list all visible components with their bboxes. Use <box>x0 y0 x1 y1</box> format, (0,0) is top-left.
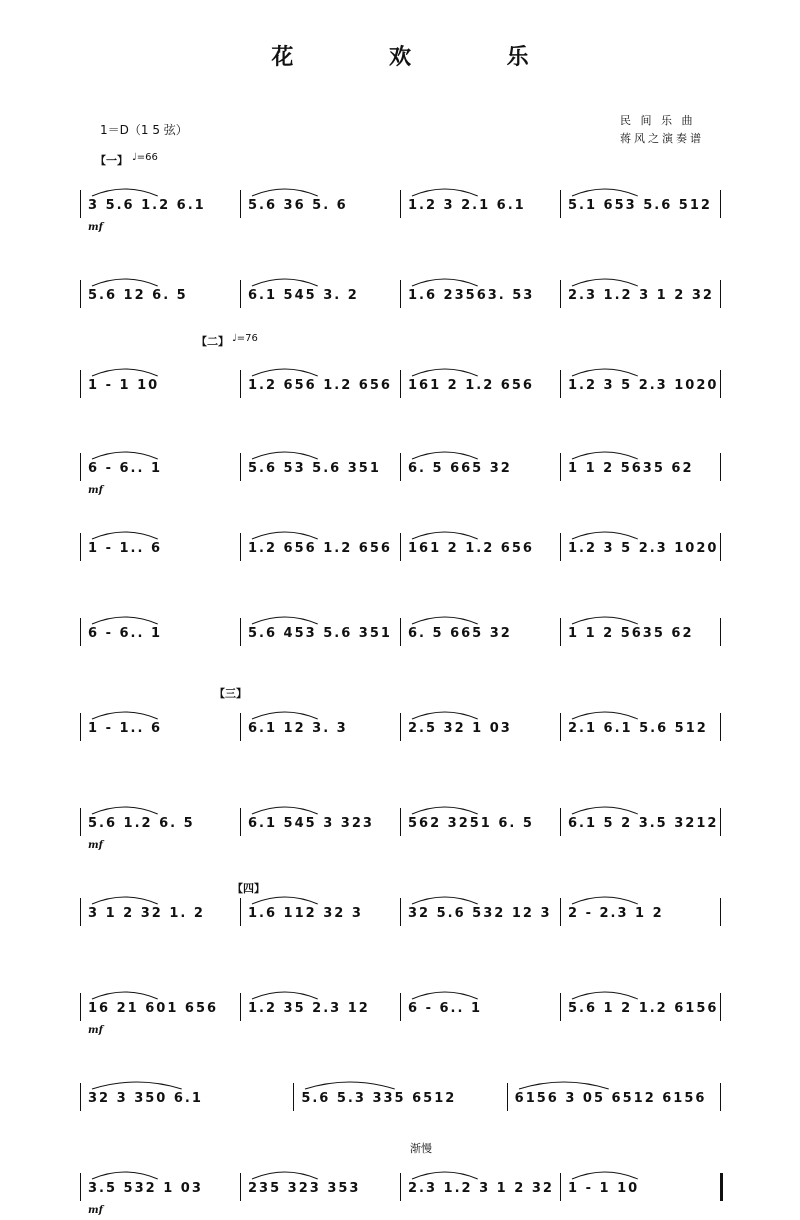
measure-notes: 1 - 1 10 <box>568 1181 640 1196</box>
measure-notes: 5.6 1.2 6. 5 <box>88 816 195 831</box>
slur-mark <box>88 604 234 630</box>
measure-notes: 6. 5 665 32 <box>408 626 512 641</box>
slur-mark <box>408 794 554 820</box>
measure-notes: 1.6 112 32 3 <box>248 906 363 921</box>
measure <box>88 1155 234 1207</box>
slur-mark <box>408 979 554 1005</box>
measure <box>88 352 234 404</box>
measure <box>248 515 394 567</box>
measure-notes: 5.6 5.3 335 6512 <box>301 1091 457 1106</box>
barline <box>80 993 81 1021</box>
slur-mark <box>88 439 234 465</box>
barline <box>560 453 561 481</box>
measure-notes: 6 - 6.. 1 <box>88 461 162 476</box>
measure <box>248 600 394 652</box>
measure-notes: 3.5 532 1 03 <box>88 1181 203 1196</box>
measure-notes: 5.6 1 2 1.2 6156 <box>568 1001 719 1016</box>
slur-mark <box>408 439 554 465</box>
barline <box>400 808 401 836</box>
barline <box>240 713 241 741</box>
barline <box>720 808 721 836</box>
measure <box>515 1065 714 1117</box>
measure <box>88 880 234 932</box>
slur-mark <box>568 604 714 630</box>
slur-mark <box>568 794 714 820</box>
page-title: 花 欢 乐 <box>271 44 573 70</box>
credit-composer: 民 间 乐 曲 <box>620 114 696 127</box>
barline <box>400 898 401 926</box>
slur-mark <box>248 356 394 382</box>
slur-mark <box>88 1159 234 1185</box>
measure <box>248 880 394 932</box>
barline <box>720 533 721 561</box>
measure-notes: 5.1 653 5.6 512 <box>568 198 712 213</box>
barline <box>400 453 401 481</box>
measure <box>88 515 234 567</box>
measure-notes: 1 1 2 5635 62 <box>568 626 694 641</box>
measure-notes: 1.2 3 5 2.3 1020 <box>568 378 719 393</box>
section-label-1: 【一】 <box>95 154 128 167</box>
measure-notes: 1.2 656 1.2 656 <box>248 378 392 393</box>
measure <box>248 790 394 842</box>
measure <box>248 695 394 747</box>
barline <box>240 993 241 1021</box>
measure-notes: 32 5.6 532 12 3 <box>408 906 552 921</box>
slur-mark <box>88 699 234 725</box>
measure-notes: 6 - 6.. 1 <box>408 1001 482 1016</box>
tempo-marking-2 <box>232 333 258 344</box>
slur-mark <box>248 884 394 910</box>
measure-notes: 1.2 656 1.2 656 <box>248 541 392 556</box>
barline <box>240 370 241 398</box>
barline <box>560 618 561 646</box>
measure <box>568 695 714 747</box>
measure-notes: 1 - 1 10 <box>88 378 160 393</box>
quarter-note-icon: ♩ <box>132 152 137 163</box>
slur-mark <box>568 519 714 545</box>
slur-mark <box>88 266 234 292</box>
barline <box>507 1083 508 1111</box>
slur-mark <box>248 519 394 545</box>
measure <box>408 790 554 842</box>
measure-notes: 1.6 23563. 53 <box>408 288 535 303</box>
barline <box>720 1083 721 1111</box>
measure-notes: 6.1 12 3. 3 <box>248 721 348 736</box>
barline <box>240 808 241 836</box>
staff-system <box>80 695 730 747</box>
barline <box>720 370 721 398</box>
barline <box>80 453 81 481</box>
slur-mark <box>408 699 554 725</box>
measure <box>248 975 394 1027</box>
barline <box>720 190 721 218</box>
barline <box>80 280 81 308</box>
dynamic-marking: mf <box>88 1025 103 1036</box>
barline <box>240 533 241 561</box>
barline <box>80 370 81 398</box>
staff-system <box>80 435 730 496</box>
barline <box>400 280 401 308</box>
measure-notes: 5.6 453 5.6 351 <box>248 626 392 641</box>
slur-mark <box>408 1159 554 1185</box>
slur-mark <box>88 519 234 545</box>
barline <box>400 993 401 1021</box>
slur-mark <box>248 604 394 630</box>
tempo-value-1: =66 <box>136 152 158 163</box>
slur-mark <box>88 176 234 202</box>
barline <box>400 1173 401 1201</box>
measure-notes: 3 5.6 1.2 6.1 <box>88 198 206 213</box>
tempo-marking-1 <box>132 152 158 163</box>
measure <box>88 262 234 314</box>
barline <box>560 898 561 926</box>
staff-system <box>80 790 730 851</box>
measure <box>408 435 554 487</box>
barline <box>400 618 401 646</box>
measure <box>568 435 714 487</box>
slur-mark <box>568 266 714 292</box>
staff-system <box>80 975 730 1036</box>
measure <box>408 880 554 932</box>
measure-notes: 235 323 353 <box>248 1181 361 1196</box>
slur-mark <box>88 794 234 820</box>
barline <box>720 993 721 1021</box>
measure-notes: 161 2 1.2 656 <box>408 541 534 556</box>
measure-notes: 32 3 350 6.1 <box>88 1091 203 1106</box>
barline <box>80 713 81 741</box>
measure <box>568 600 714 652</box>
staff-system <box>80 1065 730 1117</box>
measure <box>248 352 394 404</box>
measure <box>248 172 394 224</box>
quarter-note-icon: ♩ <box>232 333 237 344</box>
measure-notes: 161 2 1.2 656 <box>408 378 534 393</box>
measure <box>88 1065 287 1117</box>
measure <box>568 515 719 567</box>
dynamic-marking: mf <box>88 485 103 496</box>
barline <box>400 370 401 398</box>
measure-notes: 1 1 2 5635 62 <box>568 461 694 476</box>
staff-system <box>80 262 730 314</box>
measure-notes: 6. 5 665 32 <box>408 461 512 476</box>
staff-system <box>80 172 730 233</box>
slur-mark <box>408 604 554 630</box>
measure <box>248 435 394 487</box>
dynamic-marking: mf <box>88 1205 103 1216</box>
slur-mark <box>88 1069 287 1095</box>
barline <box>400 533 401 561</box>
measure <box>88 435 234 487</box>
slur-mark <box>568 979 714 1005</box>
staff-system <box>80 880 730 932</box>
section-label-2: 【二】 <box>196 335 229 348</box>
barline <box>560 190 561 218</box>
barline <box>720 618 721 646</box>
barline <box>240 190 241 218</box>
barline <box>240 898 241 926</box>
measure <box>408 172 554 224</box>
slur-mark <box>248 794 394 820</box>
measure <box>568 880 714 932</box>
final-barline <box>720 1173 723 1201</box>
measure-notes: 6 - 6.. 1 <box>88 626 162 641</box>
measure <box>408 600 554 652</box>
measure-notes: 5.6 53 5.6 351 <box>248 461 381 476</box>
measure-notes: 2 - 2.3 1 2 <box>568 906 664 921</box>
slur-mark <box>568 176 714 202</box>
barline <box>80 190 81 218</box>
slur-mark <box>248 439 394 465</box>
slur-mark <box>568 1159 714 1185</box>
slur-mark <box>568 699 714 725</box>
measure <box>88 172 234 224</box>
measure <box>568 790 719 842</box>
measure <box>568 1155 714 1207</box>
measure-notes: 16 21 601 656 <box>88 1001 219 1016</box>
barline <box>560 713 561 741</box>
barline <box>240 453 241 481</box>
slur-mark <box>408 266 554 292</box>
slur-mark <box>568 884 714 910</box>
measure-notes: 6156 3 05 6512 6156 <box>514 1091 707 1106</box>
measure-notes: 1 - 1.. 6 <box>88 721 162 736</box>
barline <box>240 618 241 646</box>
slur-mark <box>408 356 554 382</box>
dynamic-marking: mf <box>88 222 103 233</box>
staff-system <box>80 352 730 404</box>
measure <box>248 262 394 314</box>
measure <box>408 975 554 1027</box>
measure-notes: 2.3 1.2 3 1 2 32 <box>568 288 714 303</box>
slur-mark <box>248 1159 394 1185</box>
barline <box>80 898 81 926</box>
measure-notes: 1.2 35 2.3 12 <box>248 1001 370 1016</box>
measure <box>408 352 554 404</box>
slur-mark <box>248 979 394 1005</box>
slur-mark <box>88 979 234 1005</box>
slur-mark <box>408 884 554 910</box>
section-label-4: 【四】 <box>232 882 265 895</box>
barline <box>293 1083 294 1111</box>
barline <box>560 808 561 836</box>
measure-notes: 6.1 5 2 3.5 3212 <box>568 816 719 831</box>
slur-mark <box>568 439 714 465</box>
measure-notes: 1.2 3 5 2.3 1020 <box>568 541 719 556</box>
barline <box>400 713 401 741</box>
barline <box>560 533 561 561</box>
staff-system <box>80 600 730 652</box>
measure-notes: 2.3 1.2 3 1 2 32 <box>408 1181 554 1196</box>
key-signature: 1＝D（1 5 弦） <box>100 123 188 137</box>
measure-notes: 5.6 12 6. 5 <box>88 288 188 303</box>
measure-notes: 6.1 545 3. 2 <box>248 288 359 303</box>
slur-mark <box>88 884 234 910</box>
slur-mark <box>88 356 234 382</box>
slur-mark <box>248 699 394 725</box>
barline <box>80 1083 81 1111</box>
slur-mark <box>301 1069 500 1095</box>
measure <box>88 695 234 747</box>
staff-system <box>80 515 730 567</box>
measure <box>408 695 554 747</box>
barline <box>720 453 721 481</box>
slur-mark <box>408 519 554 545</box>
barline <box>560 280 561 308</box>
measure-notes: 562 3251 6. 5 <box>408 816 534 831</box>
section-label-3: 【三】 <box>214 687 247 700</box>
barline <box>240 280 241 308</box>
measure-notes: 1 - 1.. 6 <box>88 541 162 556</box>
barline <box>560 370 561 398</box>
barline <box>240 1173 241 1201</box>
measure <box>301 1065 500 1117</box>
measure <box>568 172 714 224</box>
measure <box>88 975 234 1027</box>
barline <box>720 280 721 308</box>
measure <box>408 262 554 314</box>
measure <box>248 1155 394 1207</box>
tempo-value-2: =76 <box>236 333 258 344</box>
barline <box>560 993 561 1021</box>
measure-notes: 5.6 36 5. 6 <box>248 198 348 213</box>
barline <box>80 1173 81 1201</box>
barline <box>560 1173 561 1201</box>
measure <box>408 515 554 567</box>
measure <box>568 975 719 1027</box>
slur-mark <box>515 1069 714 1095</box>
measure-notes: 6.1 545 3 323 <box>248 816 374 831</box>
barline <box>80 618 81 646</box>
barline <box>720 898 721 926</box>
measure <box>408 1155 554 1207</box>
credit-performer: 蒋风之演奏谱 <box>620 132 704 145</box>
slur-mark <box>248 266 394 292</box>
measure <box>88 600 234 652</box>
measure-notes: 3 1 2 32 1. 2 <box>88 906 205 921</box>
measure <box>568 352 719 404</box>
measure <box>568 262 714 314</box>
barline <box>400 190 401 218</box>
measure-notes: 1.2 3 2.1 6.1 <box>408 198 526 213</box>
barline <box>720 713 721 741</box>
measure-notes: 2.5 32 1 03 <box>408 721 512 736</box>
ritardando-marking: 渐慢 <box>410 1142 432 1155</box>
measure-notes: 2.1 6.1 5.6 512 <box>568 721 708 736</box>
barline <box>80 808 81 836</box>
slur-mark <box>248 176 394 202</box>
measure <box>88 790 234 842</box>
dynamic-marking: mf <box>88 840 103 851</box>
slur-mark <box>568 356 714 382</box>
staff-system <box>80 1155 730 1216</box>
slur-mark <box>408 176 554 202</box>
barline <box>80 533 81 561</box>
